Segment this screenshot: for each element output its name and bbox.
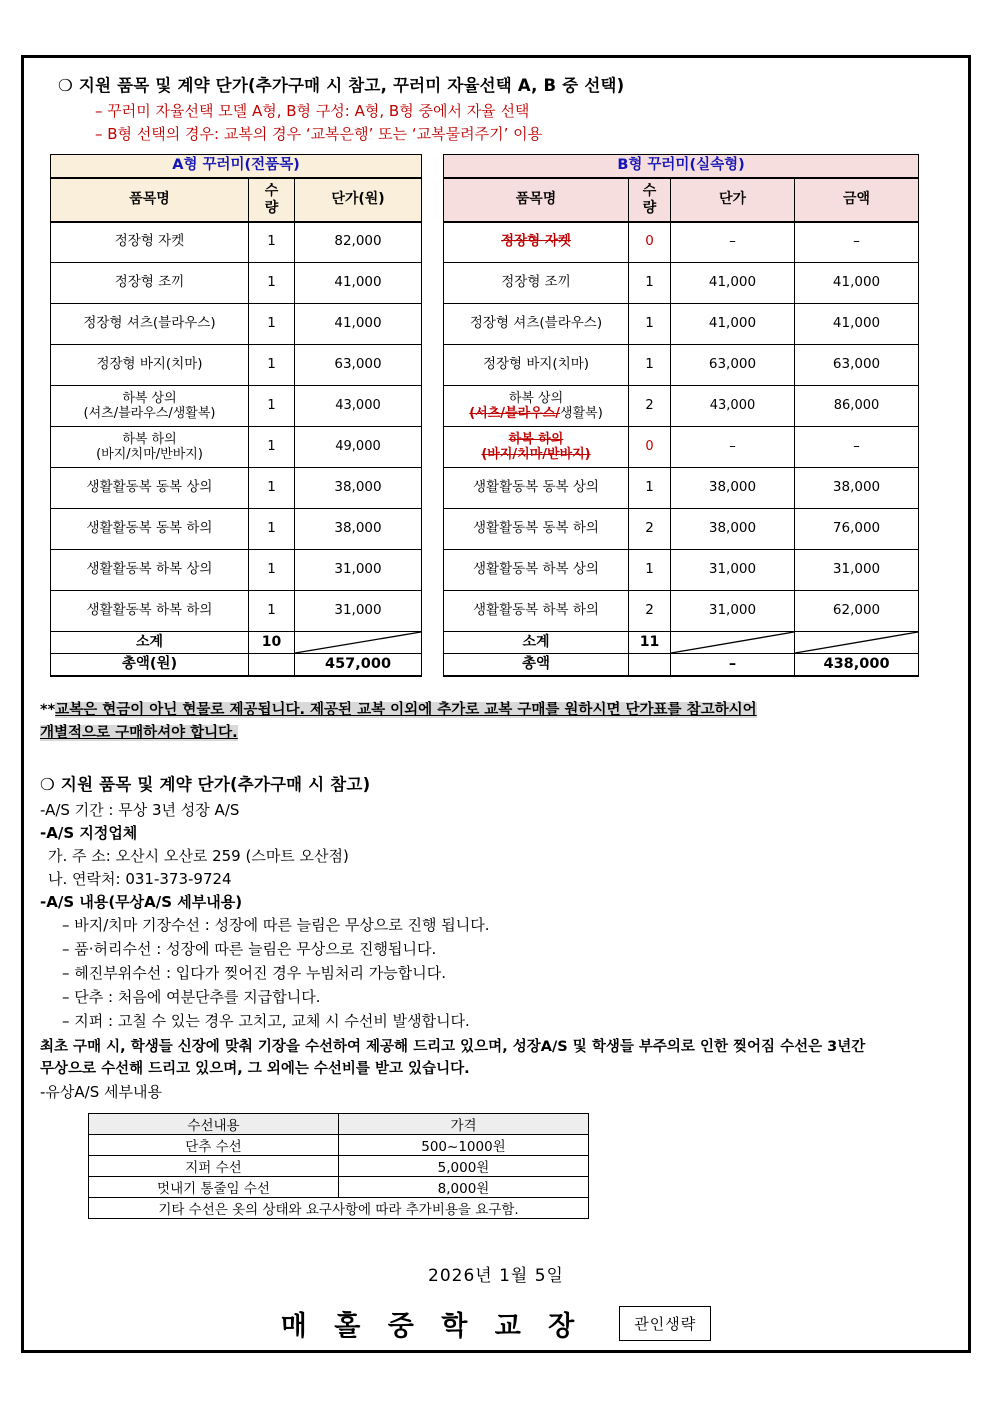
table-a-qty: 1 bbox=[249, 386, 295, 427]
table-b-qty: 2 bbox=[629, 591, 671, 632]
repair-price: 5,000원 bbox=[339, 1156, 589, 1177]
table-b-price: 63,000 bbox=[671, 345, 795, 386]
table-a-subtotal-blank bbox=[295, 632, 422, 654]
repair-price: 500~1000원 bbox=[339, 1135, 589, 1156]
as-item: – 단추 : 처음에 여분단추를 지급합니다. bbox=[62, 988, 321, 1007]
table-a-subtotal-qty: 10 bbox=[249, 632, 295, 654]
document-footer bbox=[40, 1261, 952, 1343]
repair-header-price: 가격 bbox=[339, 1114, 589, 1135]
table-b-header-qty: 수 량 bbox=[629, 178, 671, 222]
table-b-subtotal-qty: 11 bbox=[629, 632, 671, 654]
table-a-item-line2: (셔츠/블라우스/생활복) bbox=[83, 406, 216, 421]
package-tables bbox=[40, 154, 952, 677]
table-a-price: 31,000 bbox=[295, 591, 422, 632]
table-b-item-struck: 정장형 자켓 bbox=[501, 233, 571, 250]
table-b-amount: 63,000 bbox=[795, 345, 919, 386]
signature-row bbox=[40, 1304, 952, 1343]
table-b-price: 31,000 bbox=[671, 591, 795, 632]
table-a-qty: 1 bbox=[249, 550, 295, 591]
paid-as-label: -유상A/S 세부내용 bbox=[40, 1082, 162, 1101]
table-b-subtotal-label: 소계 bbox=[444, 632, 629, 654]
table-a-item: 생활활동복 동복 하의 bbox=[51, 509, 249, 550]
table-a bbox=[50, 154, 422, 677]
table-a-price: 82,000 bbox=[295, 222, 422, 263]
table-a-price: 38,000 bbox=[295, 468, 422, 509]
section1-note-1: – 꾸러미 자율선택 모델 A형, B형 구성: A형, B형 중에서 자율 선택 bbox=[95, 102, 530, 120]
table-b-total-value: 438,000 bbox=[795, 654, 919, 676]
table-b-item bbox=[444, 222, 629, 263]
table-b-item: 생활활동복 하복 상의 bbox=[444, 550, 629, 591]
table-a-qty: 1 bbox=[249, 509, 295, 550]
table-b-item: 정장형 바지(치마) bbox=[444, 345, 629, 386]
table-a-qty: 1 bbox=[249, 591, 295, 632]
table-a-header-price: 단가(원) bbox=[295, 178, 422, 222]
table-b-qty: 2 bbox=[629, 509, 671, 550]
seal-omitted-box: 관인생략 bbox=[619, 1306, 711, 1341]
table-a-item: 생활활동복 하복 상의 bbox=[51, 550, 249, 591]
table-a-item: 생활활동복 하복 하의 bbox=[51, 591, 249, 632]
table-b-price: 38,000 bbox=[671, 509, 795, 550]
section1-note-2: – B형 선택의 경우: 교복의 경우 ‘교복은행’ 또는 ‘교복물려주기’ 이용 bbox=[95, 125, 543, 143]
table-b-item: 정장형 셔츠(블라우스) bbox=[444, 304, 629, 345]
table-a-wrapper bbox=[50, 154, 421, 677]
table-a-price: 41,000 bbox=[295, 304, 422, 345]
table-b-qty: 1 bbox=[629, 263, 671, 304]
table-b-header-item: 품목명 bbox=[444, 178, 629, 222]
repair-price-table bbox=[88, 1113, 589, 1219]
table-b-total-price: – bbox=[671, 654, 795, 676]
table-b-qty: 1 bbox=[629, 468, 671, 509]
repair-price: 8,000원 bbox=[339, 1177, 589, 1198]
section2-heading: ❍ 지원 품목 및 계약 단가(추가구매 시 참고) bbox=[40, 775, 371, 795]
table-b-price: – bbox=[671, 222, 795, 263]
repair-footer-note: 기타 수선은 옷의 상태와 요구사항에 따라 추가비용을 요구함. bbox=[89, 1198, 589, 1219]
table-a-qty: 1 bbox=[249, 222, 295, 263]
table-b-amount: 62,000 bbox=[795, 591, 919, 632]
table-b-item: 생활활동복 하복 하의 bbox=[444, 591, 629, 632]
note-line-1: 교복은 현금이 아닌 현물로 제공됩니다. 제공된 교복 이외에 추가로 교복 구매를 원하시면 단가표를 참고하시어 bbox=[55, 701, 757, 718]
as-telephone: 나. 연락처: 031-373-9724 bbox=[48, 869, 232, 888]
table-a-price: 43,000 bbox=[295, 386, 422, 427]
uniform-provision-note bbox=[40, 699, 952, 746]
table-a-item: 정장형 자켓 bbox=[51, 222, 249, 263]
document-page bbox=[21, 55, 971, 1353]
as-address: 가. 주 소: 오산시 오산로 259 (스마트 오산점) bbox=[48, 847, 349, 866]
table-b-item-line2-plain: 생활복) bbox=[560, 406, 603, 421]
table-b bbox=[443, 154, 919, 677]
table-b-item-line2-struck: (바지/치마/반바지) bbox=[481, 447, 591, 462]
table-b-amount: 38,000 bbox=[795, 468, 919, 509]
table-b-qty: 0 bbox=[629, 222, 671, 263]
as-paragraph-line1: 최초 구매 시, 학생들 신장에 맞춰 기장을 수선하여 제공해 드리고 있으며, 성장A/S 및 학생들 부주의로 인한 찢어짐 수선은 3년간 bbox=[40, 1039, 866, 1056]
table-a-qty: 1 bbox=[249, 345, 295, 386]
table-b-price: 31,000 bbox=[671, 550, 795, 591]
repair-header-content: 수선내용 bbox=[89, 1114, 339, 1135]
table-a-item: 정장형 셔츠(블라우스) bbox=[51, 304, 249, 345]
repair-price-table-wrapper bbox=[88, 1113, 588, 1219]
table-b-item: 생활활동복 동복 상의 bbox=[444, 468, 629, 509]
table-b-header-amount: 금액 bbox=[795, 178, 919, 222]
table-a-price: 41,000 bbox=[295, 263, 422, 304]
table-b-wrapper bbox=[443, 154, 918, 677]
table-b-total-qty-blank bbox=[629, 654, 671, 676]
table-b-amount: 41,000 bbox=[795, 304, 919, 345]
table-b-price: 43,000 bbox=[671, 386, 795, 427]
table-a-title: A형 꾸러미(전품목) bbox=[51, 155, 422, 178]
table-a-price: 38,000 bbox=[295, 509, 422, 550]
table-b-qty: 1 bbox=[629, 345, 671, 386]
table-b-price: – bbox=[671, 427, 795, 468]
table-b-price: 38,000 bbox=[671, 468, 795, 509]
repair-content: 멋내기 통줄임 수선 bbox=[89, 1177, 339, 1198]
as-item: – 헤진부위수선 : 입다가 찢어진 경우 누빔처리 가능합니다. bbox=[62, 964, 446, 983]
as-item: – 품·허리수선 : 성장에 따른 늘림은 무상으로 진행됩니다. bbox=[62, 940, 437, 959]
table-a-price: 31,000 bbox=[295, 550, 422, 591]
table-b-item-line1-struck: 하복 하의 bbox=[508, 431, 564, 447]
table-b-subtotal-price-blank bbox=[671, 632, 795, 654]
table-a-subtotal-label: 소계 bbox=[51, 632, 249, 654]
table-a-qty: 1 bbox=[249, 304, 295, 345]
as-paragraph-line2: 무상으로 수선해 드리고 있으며, 그 외에는 수선비를 받고 있습니다. bbox=[40, 1061, 470, 1078]
table-b-subtotal-amount-blank bbox=[795, 632, 919, 654]
table-b-item-line2-struck: (서츠/블라우스/ bbox=[469, 406, 561, 421]
table-a-header-qty: 수 량 bbox=[249, 178, 295, 222]
as-content-label: -A/S 내용(무상A/S 세부내용) bbox=[40, 892, 243, 911]
table-b-item: 생활활동복 동복 하의 bbox=[444, 509, 629, 550]
table-b-amount: 76,000 bbox=[795, 509, 919, 550]
table-a-qty: 1 bbox=[249, 427, 295, 468]
note-stars: ** bbox=[40, 701, 56, 718]
note-line-2: 개별적으로 구매하셔야 합니다. bbox=[40, 724, 238, 741]
table-b-qty: 1 bbox=[629, 550, 671, 591]
table-a-item bbox=[51, 427, 249, 468]
table-a-qty: 1 bbox=[249, 468, 295, 509]
table-a-item: 정장형 바지(치마) bbox=[51, 345, 249, 386]
table-a-total-value: 457,000 bbox=[295, 654, 422, 676]
table-b-total-label: 총액 bbox=[444, 654, 629, 676]
table-b-item-line1: 하복 상의 bbox=[508, 390, 564, 406]
section1-heading: ❍ 지원 품목 및 계약 단가(추가구매 시 참고, 꾸러미 자율선택 A, B 중 선택) bbox=[58, 76, 625, 95]
table-a-price: 63,000 bbox=[295, 345, 422, 386]
table-a-header-item: 품목명 bbox=[51, 178, 249, 222]
repair-content: 지퍼 수선 bbox=[89, 1156, 339, 1177]
as-section bbox=[40, 771, 952, 1103]
table-b-price: 41,000 bbox=[671, 304, 795, 345]
repair-content: 단추 수선 bbox=[89, 1135, 339, 1156]
table-a-item bbox=[51, 386, 249, 427]
as-paragraph bbox=[40, 1037, 952, 1081]
as-period: -A/S 기간 : 무상 3년 성장 A/S bbox=[40, 801, 240, 820]
table-b-item bbox=[444, 386, 629, 427]
as-vendor-label: -A/S 지정업체 bbox=[40, 824, 138, 843]
table-a-qty: 1 bbox=[249, 263, 295, 304]
table-b-item bbox=[444, 427, 629, 468]
issue-date: 2026년 1월 5일 bbox=[428, 1266, 564, 1287]
table-b-amount: – bbox=[795, 427, 919, 468]
school-principal-title: 매 홀 중 학 교 장 bbox=[280, 1311, 584, 1343]
table-a-total-qty-blank bbox=[249, 654, 295, 676]
table-b-amount: 41,000 bbox=[795, 263, 919, 304]
table-b-amount: 31,000 bbox=[795, 550, 919, 591]
table-b-qty: 0 bbox=[629, 427, 671, 468]
table-b-item: 정장형 조끼 bbox=[444, 263, 629, 304]
table-b-amount: 86,000 bbox=[795, 386, 919, 427]
table-b-amount: – bbox=[795, 222, 919, 263]
table-b-title: B형 꾸러미(실속형) bbox=[444, 155, 919, 178]
table-a-item-line1: 하복 상의 bbox=[122, 390, 177, 406]
table-b-qty: 2 bbox=[629, 386, 671, 427]
table-a-item: 정장형 조끼 bbox=[51, 263, 249, 304]
table-b-qty: 1 bbox=[629, 304, 671, 345]
table-a-item: 생활활동복 동복 상의 bbox=[51, 468, 249, 509]
table-a-item-line2: (바지/치마/반바지) bbox=[96, 447, 203, 462]
table-a-price: 49,000 bbox=[295, 427, 422, 468]
as-item: – 지퍼 : 고칠 수 있는 경우 고치고, 교체 시 수선비 발생합니다. bbox=[62, 1012, 470, 1031]
table-b-header-price: 단가 bbox=[671, 178, 795, 222]
table-a-total-label: 총액(원) bbox=[51, 654, 249, 676]
table-a-item-line1: 하복 하의 bbox=[122, 431, 177, 447]
as-item: – 바지/치마 기장수선 : 성장에 따른 늘림은 무상으로 진행 됩니다. bbox=[62, 916, 490, 935]
table-b-price: 41,000 bbox=[671, 263, 795, 304]
